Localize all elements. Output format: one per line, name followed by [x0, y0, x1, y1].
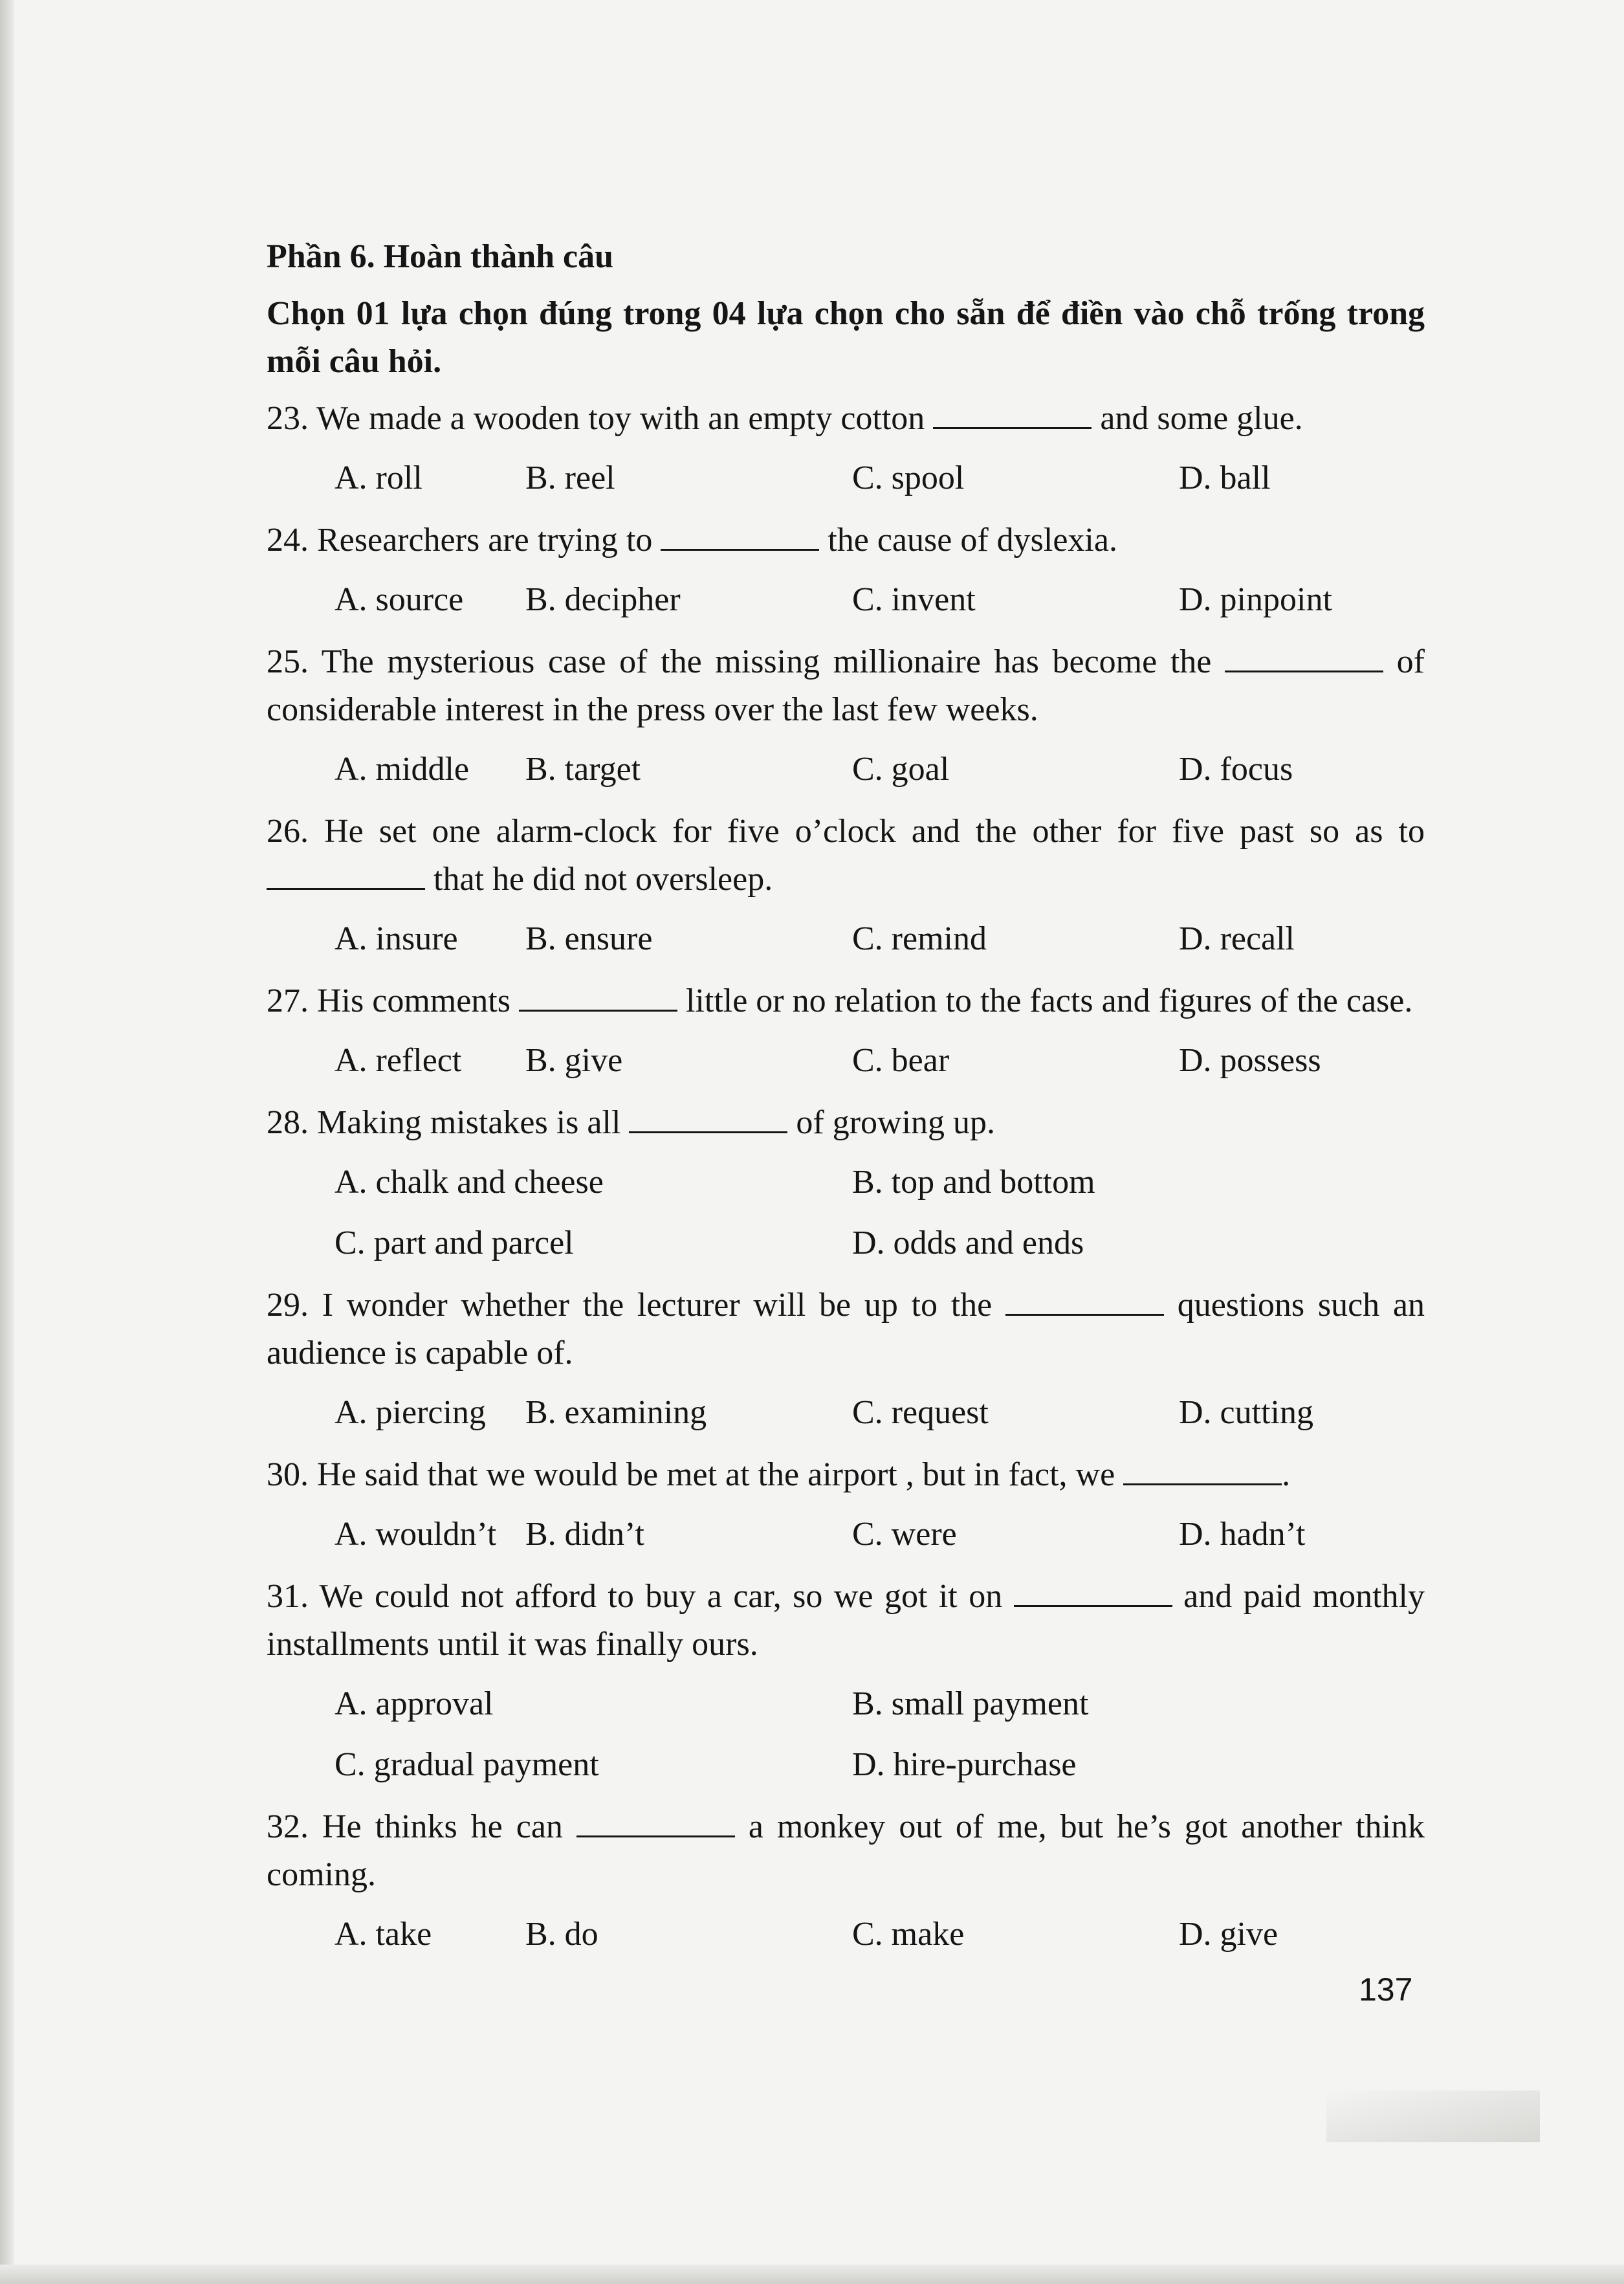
options-row	[267, 1911, 1425, 1958]
answer-blank	[1005, 1284, 1164, 1316]
option: C. goal	[852, 751, 950, 788]
scan-edge	[0, 0, 14, 2284]
answer-blank	[267, 858, 425, 890]
question: 27. His comments little or no relation to the facts and figures of the case.	[267, 977, 1425, 1025]
instruction: Chọn 01 lựa chọn đúng trong 04 lựa chọn cho sẵn để điền vào chỗ trống trong mỗi câu hỏi.	[267, 295, 1425, 380]
option: C. remind	[852, 920, 987, 957]
option: C. bear	[852, 1042, 950, 1079]
answer-blank	[933, 397, 1092, 429]
question: 25. The mysterious case of the missing millionaire has become the of considerable interest in the press over the last few weeks.	[267, 638, 1425, 734]
option: B. give	[525, 1042, 623, 1079]
scan-edge	[0, 2265, 1624, 2284]
option: A. wouldn’t	[335, 1516, 497, 1553]
option: B. examining	[525, 1394, 707, 1431]
option: C. were	[852, 1516, 957, 1553]
answer-blank	[1014, 1575, 1172, 1607]
answer-blank	[1225, 641, 1383, 672]
option: C. invent	[852, 581, 976, 618]
option: B. target	[525, 751, 641, 788]
answer-blank	[1123, 1454, 1282, 1485]
option: A. piercing	[335, 1394, 486, 1431]
answer-blank	[576, 1806, 735, 1837]
option: A. approval	[335, 1685, 494, 1722]
options-row	[267, 915, 1425, 963]
option: A. reflect	[335, 1042, 462, 1079]
question: 30. He said that we would be met at the airport , but in fact, we .	[267, 1451, 1425, 1499]
options-row	[267, 1511, 1425, 1558]
option: C. gradual payment	[335, 1746, 599, 1783]
page-fold-shadow	[1326, 2090, 1540, 2142]
option: D. possess	[1179, 1042, 1321, 1079]
page-content	[267, 233, 1425, 1973]
option: A. middle	[335, 751, 469, 788]
options-row	[267, 576, 1425, 624]
option: B. didn’t	[525, 1516, 644, 1553]
option: A. take	[335, 1916, 432, 1953]
option: C. request	[852, 1394, 989, 1431]
option: D. odds and ends	[852, 1225, 1084, 1261]
option: A. roll	[335, 460, 422, 496]
option: A. source	[335, 581, 464, 618]
option: D. ball	[1179, 460, 1271, 496]
option: B. top and bottom	[852, 1164, 1095, 1201]
options-row	[267, 1389, 1425, 1437]
options-row	[267, 454, 1425, 502]
options-row	[267, 1680, 1425, 1789]
option: D. cutting	[1179, 1394, 1313, 1431]
answer-blank	[519, 980, 677, 1012]
page-number: 137	[1359, 1971, 1413, 2008]
question: 29. I wonder whether the lecturer will be up to the questions such an audience is capable of.	[267, 1281, 1425, 1377]
options-row	[267, 746, 1425, 793]
option: B. do	[525, 1916, 598, 1953]
question: 31. We could not afford to buy a car, so we got it on and paid monthly installments until it was finally ours.	[267, 1573, 1425, 1669]
option: B. ensure	[525, 920, 653, 957]
options-row	[267, 1037, 1425, 1085]
question: 24. Researchers are trying to the cause of dyslexia.	[267, 516, 1425, 564]
question: 32. He thinks he can a monkey out of me, but he’s got another think coming.	[267, 1803, 1425, 1899]
option: B. decipher	[525, 581, 681, 618]
option: B. small payment	[852, 1685, 1089, 1722]
option: D. focus	[1179, 751, 1293, 788]
option: A. insure	[335, 920, 458, 957]
answer-blank	[629, 1102, 787, 1133]
options-row	[267, 1159, 1425, 1267]
option: D. give	[1179, 1916, 1278, 1953]
option: C. part and parcel	[335, 1225, 574, 1261]
question: 28. Making mistakes is all of growing up.	[267, 1099, 1425, 1147]
option: D. recall	[1179, 920, 1295, 957]
question: 26. He set one alarm-clock for five o’clock and the other for five past so as to that he did not oversleep.	[267, 813, 1425, 898]
section-title: Phần 6. Hoàn thành câu	[267, 238, 614, 275]
option: D. pinpoint	[1179, 581, 1332, 618]
question: 23. We made a wooden toy with an empty cotton and some glue.	[267, 395, 1425, 443]
option: B. reel	[525, 460, 615, 496]
option: D. hadn’t	[1179, 1516, 1306, 1553]
answer-blank	[661, 519, 819, 551]
option: C. make	[852, 1916, 965, 1953]
option: C. spool	[852, 460, 965, 496]
option: A. chalk and cheese	[335, 1164, 604, 1201]
option: D. hire-purchase	[852, 1746, 1077, 1783]
